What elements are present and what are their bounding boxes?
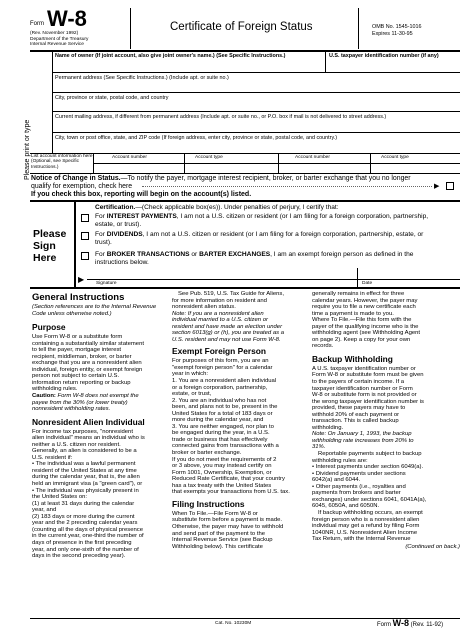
side-label: Please print or type [24, 119, 31, 180]
city-field-2[interactable] [53, 133, 460, 153]
tin-field[interactable] [326, 51, 460, 72]
purpose-title: Purpose [32, 322, 66, 333]
notice-checkbox[interactable] [446, 182, 454, 190]
dividends-text: For DIVIDENDS, I am not a U.S. citizen or resident (or I am filing for a foreign corporation, partnership, estate, or trust). [95, 231, 424, 246]
header-divider-left [130, 8, 131, 49]
filing-instructions-text: When To File.—File Form W-8 or substitute form before a payment is made. Otherwise, the payer may have to withhold and send part of the payment to the Internal Revenue Service (see Backup Withholding below). This certificate [172, 510, 284, 550]
omb-expiry: Expires 11-30-95 [372, 31, 413, 37]
form-label: Form [30, 21, 44, 27]
notice-arrow-icon: ▶ [434, 183, 440, 190]
signature-field[interactable] [87, 265, 357, 279]
form-title: Certificate of Foreign Status [170, 21, 313, 33]
account-type-2-label: Account type [381, 155, 409, 160]
city-field-1-label: City, province or state, postal code, and country [55, 95, 169, 101]
broker-checkbox[interactable] [81, 252, 89, 260]
department: Department of the Treasury [30, 37, 89, 42]
permanent-address-field[interactable] [53, 73, 460, 92]
dividends-checkbox[interactable] [81, 232, 89, 240]
continued-note: (Continued on back.) [405, 543, 460, 550]
account-number-2-label: Account number [295, 155, 330, 160]
account-number-1-label: Account number [112, 155, 147, 160]
notice-line-2: qualify for exemption, check here [31, 183, 133, 190]
signature-label: Signature [96, 281, 117, 286]
interest-text: For INTEREST PAYMENTS, I am not a U.S. citizen or resident (or I am filing for a foreign corporation, partnership, estate, or trust). [95, 213, 429, 228]
city-field-2-label: City, town or post office, state, and ZIP code (If foreign address, enter city, province or state, postal code, and country.) [55, 135, 338, 141]
header-divider-right [358, 8, 359, 49]
account-info-label: List account information here (Optional, see Specific Instructions.) [31, 154, 93, 170]
certification-line: Certification.—(Check applicable box(es)). Under penalties of perjury, I certify that: [95, 204, 339, 211]
signature-arrow-icon: ▶ [78, 275, 85, 284]
tin-field-label: U.S. taxpayer identification number (if any) [329, 53, 439, 59]
instructions-col-3 [312, 291, 460, 550]
general-instructions-title: General Instructions [32, 292, 125, 303]
interest-checkbox[interactable] [81, 214, 89, 222]
note-text: Note: If you are a nonresident alien individual married to a U.S. citizen or resident and have made an election under section 6013(g) or (h), you are treated as a U.S. resident and may not use Form W-8. [172, 310, 284, 343]
backup-withholding-title: Backup Withholding [312, 353, 393, 364]
nra-title: Nonresident Alien Individual [32, 416, 145, 427]
city-field-1[interactable] [53, 93, 460, 111]
rule-7 [30, 200, 460, 202]
name-field-label: Name of owner (If joint account, also give joint owner's name.) (See Specific Instructions.) [55, 53, 286, 59]
broker-text: For BROKER TRANSACTIONS or BARTER EXCHANGES, I am an exempt foreign person as defined in the instructions below. [95, 251, 414, 266]
form-id-block [30, 8, 130, 48]
filing-instructions-title: Filing Instructions [172, 498, 245, 509]
instructions-col-2 [172, 291, 308, 550]
permanent-address-label: Permanent address (See Specific Instructions.) (Include apt. or suite no.) [55, 75, 229, 81]
rev-date: (Rev. November 1992) [30, 31, 79, 36]
form-header [30, 8, 460, 52]
account-grid-mid [94, 163, 460, 164]
notice-line-1: Notice of Change in Status.—To notify the payer, mortgage interest recipient, broker, or barter exchange that you no longer [31, 175, 411, 182]
sign-label: Please Sign Here [33, 228, 67, 264]
form-number: W-8 [47, 6, 87, 31]
mailing-address-label: Current mailing address, if different from permanent address (Include apt. or suite no., or P.O. box if mail is not delivered to street address.) [55, 114, 387, 120]
efp-title: Exempt Foreign Person [172, 346, 267, 357]
date-field[interactable] [358, 265, 460, 279]
pub519-text: See Pub. 519, U.S. Tax Guide for Aliens, for more information on resident and nonresident alien status. [172, 291, 284, 311]
date-label: Date [362, 281, 373, 286]
general-instructions-note: (Section references are to the Internal Revenue Code unless otherwise noted.) [32, 304, 157, 317]
rule-6 [30, 173, 460, 174]
notice-dots [142, 186, 432, 187]
footer-form-id: Form W-8 (Rev. 11-92) [377, 618, 444, 628]
catalog-number: Cat. No. 10230M [215, 621, 252, 626]
backup-withholding-text: A U.S. taxpayer identification number or Form W-8 or substitute form must be given to the payers of certain income. If a taxpayer identification number or Form W-8 or substitute form is not provided or the wrong taxpayer identification number is provided, these payers may have to withhold 20% of each payment or transaction. This is called backup withholding. Note: On January 1, 1993, the backup withholding rate increases from 20% to 31%. Reportable payments subject to backup withholding rules are: • Interest payments under section 6049(a). • Dividend payments under sections 6042(a) and 6044. • Other payments (i.e., royalties and payments from brokers and barter exchanges) under sections 6041, 6041A(a), 6045, 6050A, and 6050N. If backup withholding occurs, an exempt foreign person who is a nonresident alien individual may get a refund by filing Form 1040NR, U.S. Nonresident Alien Income Tax Return, with the Internal Revenue [312, 365, 427, 543]
notice-line-3: If you check this box, reporting will begin on the account(s) listed. [31, 191, 252, 198]
rule-8 [30, 287, 460, 289]
name-field[interactable] [53, 51, 325, 72]
effect-text: generally remains in effect for three calendar years. However, the payer may require you to file a new certificate each time a payment is made to you. Where To File.—File this form with the payer of the qualifying income who is the withholding agent (see Withholding Agent on page 2). Keep a copy for your own records. [312, 291, 421, 350]
nra-text: For income tax purposes, "nonresident alien individual" means an individual who is neither a U.S. citizen nor resident. Generally, an alien is considered to be a U.S. resident if: • The individual was a lawful permanent resident of the United States at any time during the calendar year, that is, the alien held an immigrant visa (a "green card"), or • The individual was physically present in the United States on: (1) at least 31 days during the calendar year, and (2) 183 days or more during the current year and the 2 preceding calendar years (counting all the days of physical presence in the current year, one-third the number of days of presence in the first preceding year, and only one-sixth of the number of days in the second preceding year). [32, 428, 145, 560]
account-grid [94, 153, 460, 173]
efp-text: For purposes of this form, you are an "exempt foreign person" for a calendar year in which: 1. You are a nonresident alien individual or a foreign corporation, partnership, estate, or trust, 2. You are an individual who has not been, and plans not to be, present in the United States for a total of 183 days or more during the calendar year, and 3. You are neither engaged, nor plan to be engaged during the year, in a U.S. trade or business that has effectively connected gains from transactions with a broker or barter exchange. If you do not meet the requirements of 2 or 3 above, you may instead certify on Form 1001, Ownership, Exemption, or Reduced Rate Certificate, that your country has a tax treaty with the United States that exempts your transactions from U.S. tax. [172, 358, 290, 496]
agency: Internal Revenue Service [30, 42, 84, 47]
signature-rule [87, 279, 460, 280]
account-type-1-label: Account type [195, 155, 223, 160]
instructions-col-1 [32, 290, 168, 560]
mailing-address-field[interactable] [53, 112, 460, 132]
omb-number: OMB No. 1545-1016 [372, 24, 422, 30]
purpose-text: Use Form W-8 or a substitute form containing a substantially similar statement to tell the payer, mortgage interest recipient, middleman, broker, or barter exchange that you are a nonresident alien individual, foreign entity, or exempt foreign person not subject to certain U.S. information return reporting or backup withholding rules. Caution: Form W-8 does not exempt the payee from the 30% (or lower treaty) nonresident withholding rates. [32, 334, 144, 413]
sign-divider [74, 201, 76, 287]
